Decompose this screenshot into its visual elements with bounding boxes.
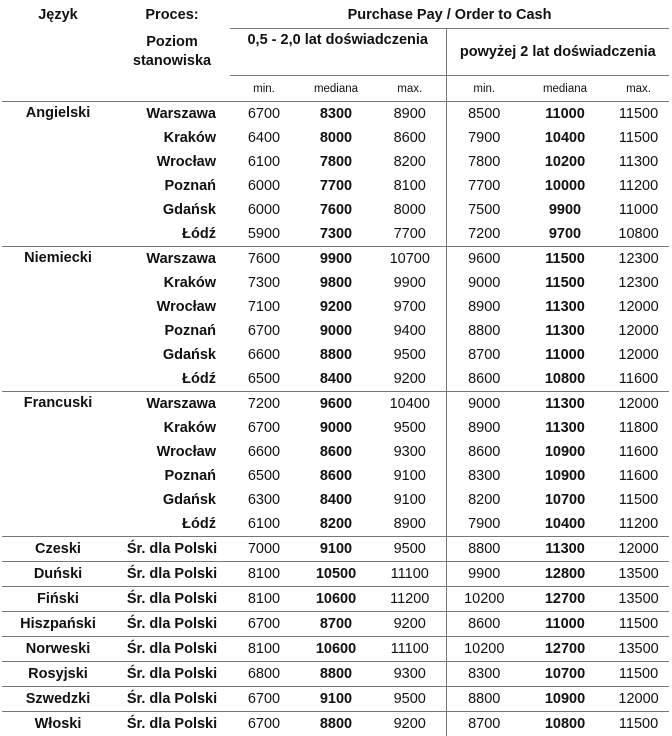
value-cell: 8400 (298, 488, 374, 512)
city-cell: Warszawa (114, 247, 230, 272)
value-cell: 6600 (230, 440, 298, 464)
language-cell: Angielski (2, 102, 114, 247)
city-cell: Kraków (114, 416, 230, 440)
value-cell: 10500 (298, 562, 374, 587)
value-cell: 7800 (298, 150, 374, 174)
value-cell: 9400 (374, 319, 446, 343)
value-cell: 10000 (522, 174, 608, 198)
value-cell: 8100 (230, 637, 298, 662)
city-cell: Kraków (114, 271, 230, 295)
value-cell: 12300 (608, 271, 669, 295)
value-cell: 9900 (374, 271, 446, 295)
value-cell: 9300 (374, 662, 446, 687)
value-cell: 8900 (446, 295, 522, 319)
value-cell: 7600 (230, 247, 298, 272)
table-row (2, 392, 669, 417)
value-cell: 9100 (374, 464, 446, 488)
value-cell: 8600 (446, 440, 522, 464)
value-cell: 11600 (608, 440, 669, 464)
table-row (2, 562, 669, 587)
table-row (2, 637, 669, 662)
value-cell: 11500 (608, 102, 669, 127)
value-cell: 9000 (446, 392, 522, 417)
header-row-2 (2, 29, 669, 76)
value-cell: 11500 (522, 271, 608, 295)
value-cell: 9200 (374, 712, 446, 736)
city-cell: Łódź (114, 222, 230, 247)
city-cell: Śr. dla Polski (114, 637, 230, 662)
value-cell: 7900 (446, 126, 522, 150)
value-cell: 6700 (230, 612, 298, 637)
value-cell: 9600 (446, 247, 522, 272)
city-cell: Śr. dla Polski (114, 687, 230, 712)
city-cell: Warszawa (114, 102, 230, 127)
value-cell: 8000 (374, 198, 446, 222)
value-cell: 11200 (608, 512, 669, 537)
city-cell: Wrocław (114, 440, 230, 464)
value-cell: 10900 (522, 440, 608, 464)
language-cell: Fiński (2, 587, 114, 612)
value-cell: 7100 (230, 295, 298, 319)
value-cell: 9500 (374, 416, 446, 440)
value-cell: 10200 (446, 637, 522, 662)
value-cell: 8000 (298, 126, 374, 150)
header-max-2: max. (608, 76, 669, 102)
value-cell: 9100 (298, 687, 374, 712)
value-cell: 8800 (298, 712, 374, 736)
value-cell: 6400 (230, 126, 298, 150)
value-cell: 10400 (522, 512, 608, 537)
city-cell: Wrocław (114, 295, 230, 319)
value-cell: 7700 (446, 174, 522, 198)
value-cell: 11500 (608, 488, 669, 512)
language-cell: Norweski (2, 637, 114, 662)
value-cell: 8800 (446, 687, 522, 712)
salary-table (2, 2, 669, 736)
city-cell: Gdańsk (114, 343, 230, 367)
value-cell: 8900 (446, 416, 522, 440)
value-cell: 11500 (608, 712, 669, 736)
table-row (2, 102, 669, 127)
value-cell: 6700 (230, 102, 298, 127)
value-cell: 11500 (608, 612, 669, 637)
value-cell: 9200 (374, 367, 446, 392)
value-cell: 9700 (522, 222, 608, 247)
city-cell: Śr. dla Polski (114, 562, 230, 587)
value-cell: 10200 (446, 587, 522, 612)
value-cell: 9100 (374, 488, 446, 512)
city-cell: Śr. dla Polski (114, 612, 230, 637)
value-cell: 6100 (230, 150, 298, 174)
language-cell: Rosyjski (2, 662, 114, 687)
value-cell: 10600 (298, 637, 374, 662)
value-cell: 7900 (446, 512, 522, 537)
header-row-1 (2, 2, 669, 29)
value-cell: 10700 (374, 247, 446, 272)
value-cell: 11300 (608, 150, 669, 174)
header-min-2: min. (446, 76, 522, 102)
value-cell: 12000 (608, 537, 669, 562)
value-cell: 9100 (298, 537, 374, 562)
language-cell: Włoski (2, 712, 114, 736)
city-cell: Łódź (114, 512, 230, 537)
value-cell: 8800 (298, 343, 374, 367)
table-row (2, 612, 669, 637)
value-cell: 8700 (446, 343, 522, 367)
table-row (2, 687, 669, 712)
language-cell: Francuski (2, 392, 114, 537)
value-cell: 7300 (230, 271, 298, 295)
value-cell: 8600 (374, 126, 446, 150)
value-cell: 11100 (374, 562, 446, 587)
value-cell: 10800 (608, 222, 669, 247)
value-cell: 7600 (298, 198, 374, 222)
value-cell: 11600 (608, 367, 669, 392)
value-cell: 6700 (230, 319, 298, 343)
value-cell: 9700 (374, 295, 446, 319)
header-mediana-1: mediana (298, 76, 374, 102)
value-cell: 11500 (522, 247, 608, 272)
header-poziom: Poziom stanowiska (114, 29, 230, 76)
value-cell: 11000 (608, 198, 669, 222)
value-cell: 6000 (230, 174, 298, 198)
value-cell: 7200 (230, 392, 298, 417)
city-cell: Warszawa (114, 392, 230, 417)
value-cell: 6100 (230, 512, 298, 537)
header-min-1: min. (230, 76, 298, 102)
value-cell: 10800 (522, 367, 608, 392)
value-cell: 12000 (608, 687, 669, 712)
table-row (2, 662, 669, 687)
value-cell: 8600 (298, 440, 374, 464)
value-cell: 11100 (374, 637, 446, 662)
value-cell: 7200 (446, 222, 522, 247)
value-cell: 6700 (230, 416, 298, 440)
value-cell: 13500 (608, 587, 669, 612)
language-cell: Czeski (2, 537, 114, 562)
table-row (2, 247, 669, 272)
language-cell: Szwedzki (2, 687, 114, 712)
value-cell: 11500 (608, 662, 669, 687)
value-cell: 11300 (522, 392, 608, 417)
value-cell: 13500 (608, 637, 669, 662)
value-cell: 6300 (230, 488, 298, 512)
value-cell: 9000 (298, 416, 374, 440)
value-cell: 11300 (522, 295, 608, 319)
value-cell: 9200 (298, 295, 374, 319)
city-cell: Śr. dla Polski (114, 662, 230, 687)
value-cell: 9300 (374, 440, 446, 464)
value-cell: 11600 (608, 464, 669, 488)
value-cell: 8300 (298, 102, 374, 127)
value-cell: 11000 (522, 343, 608, 367)
header-exp-senior: powyżej 2 lat doświadczenia (446, 29, 669, 76)
city-cell: Gdańsk (114, 198, 230, 222)
city-cell: Poznań (114, 174, 230, 198)
value-cell: 12000 (608, 295, 669, 319)
header-proces: Proces: (114, 2, 230, 29)
language-cell: Duński (2, 562, 114, 587)
value-cell: 12000 (608, 319, 669, 343)
value-cell: 8200 (374, 150, 446, 174)
value-cell: 8800 (446, 319, 522, 343)
city-cell: Śr. dla Polski (114, 712, 230, 736)
value-cell: 8700 (446, 712, 522, 736)
value-cell: 11000 (522, 102, 608, 127)
value-cell: 8500 (446, 102, 522, 127)
value-cell: 10800 (522, 712, 608, 736)
value-cell: 10900 (522, 687, 608, 712)
city-cell: Śr. dla Polski (114, 587, 230, 612)
value-cell: 8900 (374, 102, 446, 127)
header-max-1: max. (374, 76, 446, 102)
value-cell: 11300 (522, 537, 608, 562)
value-cell: 9500 (374, 687, 446, 712)
header-mediana-2: mediana (522, 76, 608, 102)
header-exp-junior: 0,5 - 2,0 lat doświadczenia (230, 29, 446, 76)
value-cell: 10700 (522, 488, 608, 512)
table-row (2, 712, 669, 736)
value-cell: 11500 (608, 126, 669, 150)
value-cell: 10400 (374, 392, 446, 417)
value-cell: 12000 (608, 343, 669, 367)
city-cell: Gdańsk (114, 488, 230, 512)
city-cell: Poznań (114, 319, 230, 343)
value-cell: 9900 (522, 198, 608, 222)
value-cell: 8700 (298, 612, 374, 637)
value-cell: 8600 (446, 367, 522, 392)
value-cell: 7700 (374, 222, 446, 247)
value-cell: 8100 (230, 587, 298, 612)
value-cell: 8800 (446, 537, 522, 562)
value-cell: 6500 (230, 464, 298, 488)
value-cell: 9500 (374, 343, 446, 367)
value-cell: 6700 (230, 712, 298, 736)
city-cell: Śr. dla Polski (114, 537, 230, 562)
value-cell: 7700 (298, 174, 374, 198)
value-cell: 6500 (230, 367, 298, 392)
value-cell: 10200 (522, 150, 608, 174)
city-cell: Wrocław (114, 150, 230, 174)
value-cell: 7000 (230, 537, 298, 562)
value-cell: 10600 (298, 587, 374, 612)
value-cell: 7500 (446, 198, 522, 222)
value-cell: 12800 (522, 562, 608, 587)
value-cell: 8200 (446, 488, 522, 512)
value-cell: 8100 (230, 562, 298, 587)
value-cell: 11300 (522, 416, 608, 440)
value-cell: 8400 (298, 367, 374, 392)
value-cell: 8100 (374, 174, 446, 198)
value-cell: 11200 (374, 587, 446, 612)
table-row (2, 537, 669, 562)
value-cell: 10900 (522, 464, 608, 488)
value-cell: 10700 (522, 662, 608, 687)
value-cell: 11200 (608, 174, 669, 198)
value-cell: 9900 (446, 562, 522, 587)
city-cell: Kraków (114, 126, 230, 150)
value-cell: 11000 (522, 612, 608, 637)
value-cell: 9900 (298, 247, 374, 272)
value-cell: 9800 (298, 271, 374, 295)
value-cell: 8300 (446, 662, 522, 687)
value-cell: 8900 (374, 512, 446, 537)
value-cell: 12700 (522, 587, 608, 612)
value-cell: 11300 (522, 319, 608, 343)
value-cell: 8200 (298, 512, 374, 537)
value-cell: 9000 (298, 319, 374, 343)
value-cell: 9200 (374, 612, 446, 637)
value-cell: 8600 (298, 464, 374, 488)
language-cell: Niemiecki (2, 247, 114, 392)
value-cell: 7300 (298, 222, 374, 247)
value-cell: 5900 (230, 222, 298, 247)
header-process-name: Purchase Pay / Order to Cash (230, 2, 669, 29)
value-cell: 7800 (446, 150, 522, 174)
value-cell: 9000 (446, 271, 522, 295)
city-cell: Poznań (114, 464, 230, 488)
value-cell: 11800 (608, 416, 669, 440)
table-row (2, 587, 669, 612)
value-cell: 8800 (298, 662, 374, 687)
value-cell: 6800 (230, 662, 298, 687)
value-cell: 9600 (298, 392, 374, 417)
value-cell: 8300 (446, 464, 522, 488)
city-cell: Łódź (114, 367, 230, 392)
value-cell: 13500 (608, 562, 669, 587)
value-cell: 8600 (446, 612, 522, 637)
value-cell: 12700 (522, 637, 608, 662)
header-row-3 (2, 76, 669, 102)
header-jezyk: Język (2, 2, 114, 29)
value-cell: 12000 (608, 392, 669, 417)
value-cell: 6700 (230, 687, 298, 712)
value-cell: 10400 (522, 126, 608, 150)
value-cell: 6000 (230, 198, 298, 222)
language-cell: Hiszpański (2, 612, 114, 637)
value-cell: 9500 (374, 537, 446, 562)
value-cell: 12300 (608, 247, 669, 272)
value-cell: 6600 (230, 343, 298, 367)
